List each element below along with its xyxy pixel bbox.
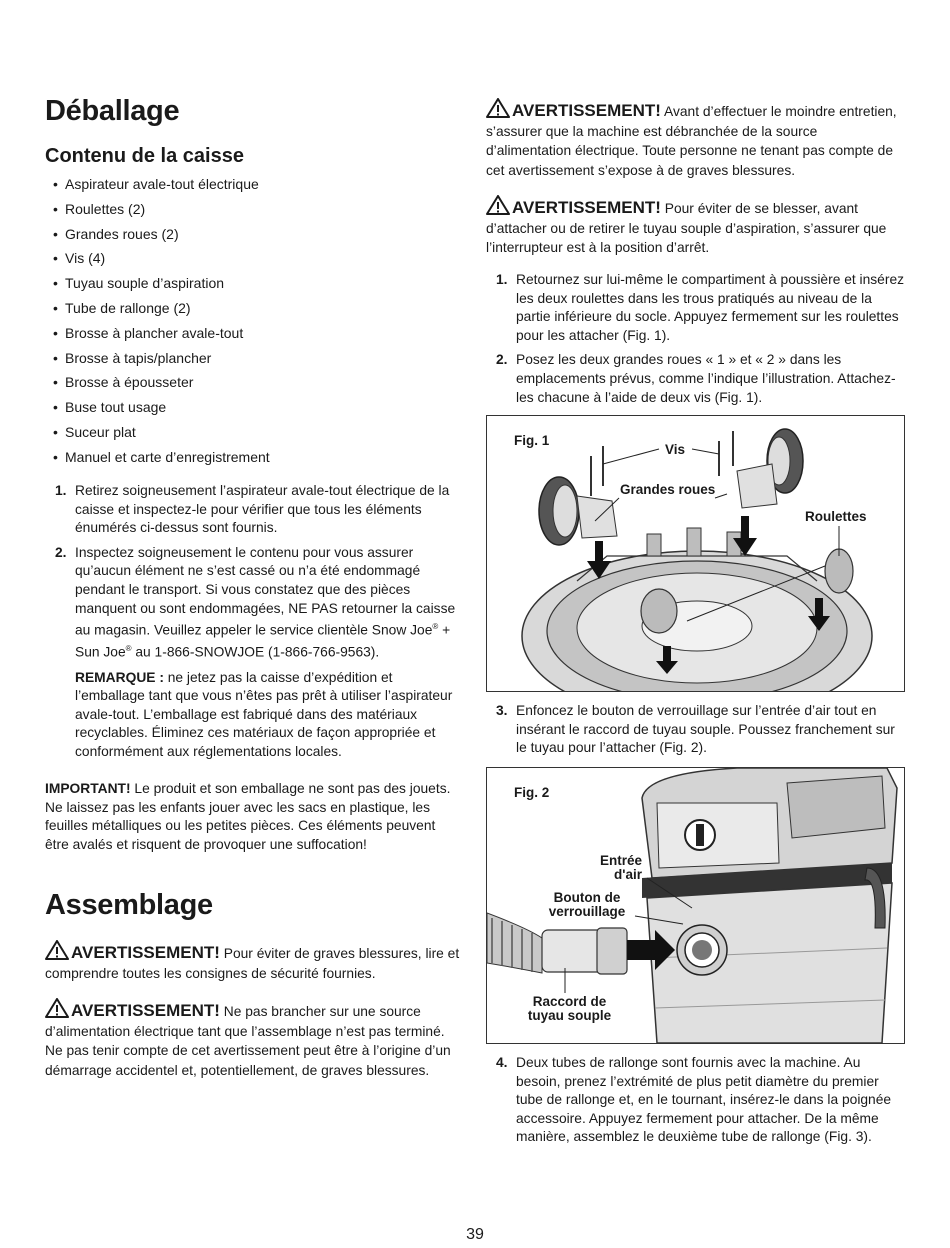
warning-block-2: AVERTISSEMENT! Ne pas brancher sur une source d’alimentation électrique tant que l’assemblage n’est pas terminé. Ne pas tenir compte de cet avertissement peut être à l’origine d’un démarrage accidentel et, potentiellement, de graves blessures. (45, 998, 460, 1080)
warning-icon (486, 195, 510, 215)
assembly-step-3-wrap (486, 702, 906, 758)
section-title-unpacking: Déballage (45, 95, 180, 127)
list-item: • Roulettes (2) (53, 200, 146, 217)
unpack-step-2: 2. Inspectez soigneusement le contenu pour vous assurer qu’aucun élément ne s’est cassé ou n’a été endommagé pendant le transport. Si vous constatez que des pièces manquent ou sont endommagées, NE PAS retourner la caisse au magasin. Veuillez appeler le service clientèle Snow Joe® + Sun Joe® au 1-866-SNOWJOE (1-866-766-9563). (55, 544, 456, 660)
figure-2 (486, 767, 905, 1044)
list-item: • Tuyau souple d’aspiration (53, 275, 225, 292)
subsection-title-contents: Contenu de la caisse (45, 145, 244, 167)
list-item: • Suceur plat (53, 423, 136, 440)
figure-1-illustration (487, 416, 904, 691)
warning-icon (486, 98, 510, 118)
list-item: • Brosse à plancher avale-tout (53, 324, 244, 341)
unpack-step-1: 1. Retirez soigneusement l’aspirateur avale-tout électrique de la caisse et inspectez-le pour vérifier que tous les éléments énumérés ci-dessus sont fournis. (55, 483, 450, 536)
list-item: • Vis (4) (53, 250, 106, 267)
list-item: • Grandes roues (2) (53, 225, 179, 242)
list-item: • Buse tout usage (53, 399, 167, 416)
page-number: 39 (466, 1226, 484, 1243)
warning-block-1: AVERTISSEMENT! Pour éviter de graves blessures, lire et comprendre toutes les consignes de sécurité fournies. (45, 940, 460, 983)
section-title-assembly: Assemblage (45, 889, 213, 921)
figure-1 (486, 415, 905, 692)
callout-screws: Vis (665, 442, 686, 457)
warning-block-4: AVERTISSEMENT! Pour éviter de se blesser, avant d’attacher ou de retirer le tuyau souple d’aspiration, s’assurer que l’interrupteur est à la position d’arrêt. (486, 195, 906, 258)
callout-large-wheels: Grandes roues (620, 482, 716, 497)
note-paragraph: REMARQUE : ne jetez pas la caisse d’expédition et l’emballage tant que vous n’êtes pas prêt à utiliser l’aspirateur avale-tout. L’emballage est fabriqué dans des matériaux recyclables. Éliminez ces matériaux de façon appropriée et conformément aux réglementations locales. (75, 669, 453, 759)
figure-2-label: Fig. 2 (514, 785, 550, 800)
figure-1-label: Fig. 1 (514, 433, 550, 448)
callout-casters: Roulettes (805, 509, 867, 524)
assembly-step-2: 2. Posez les deux grandes roues « 1 » et « 2 » dans les emplacements prévus, comme l’indique l’illustration. Attachez-les chacune à l’aide de deux vis (Fig. 1). (496, 352, 896, 405)
callout-lock-button: Bouton de verrouillage (548, 890, 626, 919)
assembly-steps (486, 271, 906, 407)
list-item: • Tube de rallonge (2) (53, 299, 191, 316)
important-paragraph: IMPORTANT! Le produit et son emballage ne sont pas des jouets. Ne laissez pas les enfants jouer avec les sacs en plastique, les feuilles métalliques ou les petites pièces. Ces éléments peuvent être avalés et risquent de provoquer une suffocation! (45, 781, 451, 852)
warning-icon (45, 998, 69, 1018)
callout-hose-fitting: Raccord de tuyau souple (527, 994, 612, 1023)
list-item: • Aspirateur avale-tout électrique (53, 176, 259, 192)
assembly-step-4: 4. Deux tubes de rallonge sont fournis avec la machine. Au besoin, prenez l’extrémité de plus petit diamètre du premier tube de rallonge et, en le tournant, insérez-le dans la poignée accessoire. Appuyez fermement pour attacher. De la même manière, assemblez le deuxième tube de rallonge (Fig. 3). (496, 1055, 892, 1145)
assembly-step-4-wrap (486, 1054, 906, 1147)
warning-block-3: AVERTISSEMENT! Avant d’effectuer le moindre entretien, s’assurer que la machine est débranchée de la source d’alimentation électrique. Toute personne ne tenant pas compte de cet avertissement s’expose à de graves blessures. (486, 98, 906, 180)
list-item: • Brosse à épousseter (53, 374, 194, 391)
callout-air-inlet: Entrée d'air (599, 853, 642, 882)
list-item: • Manuel et carte d’enregistrement (53, 448, 270, 465)
warning-icon (45, 940, 69, 960)
unpack-steps (45, 482, 460, 762)
contents-list (53, 174, 270, 472)
assembly-step-3: 3. Enfoncez le bouton de verrouillage sur l’entrée d’air tout en insérant le raccord de tuyau souple. Poussez franchement sur le tuyau pour l’attacher (Fig. 2). (496, 703, 895, 756)
list-item: • Brosse à tapis/plancher (53, 349, 212, 366)
assembly-step-1: 1. Retournez sur lui-même le compartiment à poussière et insérez les deux roulettes dans les trous pratiqués au niveau de la partie inférieure du socle. Appuyez fermement sur les roulettes pour les attacher (Fig. 1). (496, 272, 905, 343)
